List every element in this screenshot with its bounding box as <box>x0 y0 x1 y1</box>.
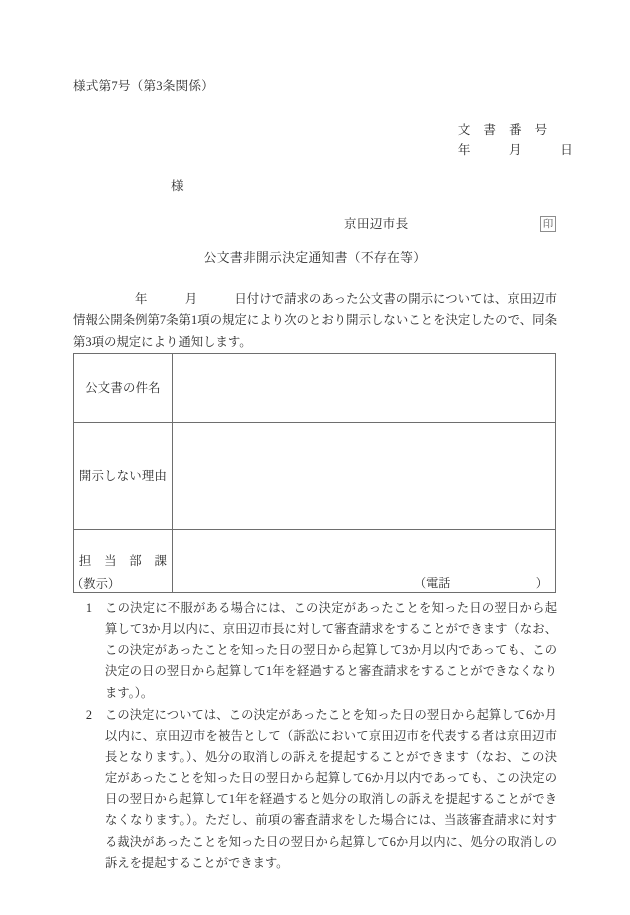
list-item-number: 1 <box>85 601 93 615</box>
issuer-name: 京田辺市長 <box>344 216 409 231</box>
instructions-list <box>73 598 557 875</box>
list-item <box>73 598 557 704</box>
decision-table <box>73 353 556 593</box>
table-row <box>74 530 556 593</box>
issuer-row <box>344 216 556 232</box>
instructions-heading: （教示） <box>71 577 121 591</box>
department-value-area <box>173 530 555 592</box>
list-item-text: この決定については、この決定があったことを知った日の翌日から起算して6か月以内に、京田辺市を被告として（訴訟において京田辺市を代表する者は京田辺市長となります。）、処分の取消しの訴えを提起することができます（なお、この決定があったことを知った日の翌日から起算して6か月以内であっても、この決定の日の翌日から起算して1年を経過すると処分の取消しの訴えを提起することができなくなります。）。ただし、前項の審査請求をした場合には、当該審査請求に対する裁決があったことを知った日の翌日から起算して6か月以内に、処分の取消しの訴えを提起することができます。 <box>105 707 557 870</box>
seal-icon: 印 <box>540 216 556 232</box>
document-meta-block <box>458 120 573 161</box>
form-number: 様式第7号（第3条関係） <box>73 79 214 93</box>
document-title: 公文書非開示決定通知書（不存在等） <box>203 251 427 265</box>
telephone-field[interactable]: （電話 ） <box>413 575 548 590</box>
list-item <box>73 705 557 874</box>
issue-date-label: 年 月 日 <box>457 143 573 158</box>
table-row <box>74 423 556 530</box>
row-label-subject: 公文書の件名 <box>74 354 173 423</box>
row-value-reason[interactable] <box>173 423 556 530</box>
row-value-department[interactable] <box>173 530 556 593</box>
body-paragraph: 年 月 日付けで請求のあった公文書の開示については、京田辺市情報公開条例第7条第1項の規定により次のとおり開示しないことを決定したので、同条第3項の規定により通知します。 <box>73 292 557 349</box>
document-number-label: 文 書 番 号 <box>457 123 548 137</box>
addressee-honorific: 様 <box>171 179 184 193</box>
row-label-reason: 開示しない理由 <box>74 423 173 530</box>
table-row <box>74 354 556 423</box>
row-value-subject[interactable] <box>173 354 556 423</box>
list-item-text: この決定に不服がある場合には、この決定があったことを知った日の翌日から起算して3か月以内に、京田辺市長に対して審査請求をすることができます（なお、この決定があったことを知った日の翌日から起算して3か月以内であっても、この決定の日の翌日から起算して1年を経過すると審査請求をすることができなくなります。）。 <box>105 601 557 700</box>
row-label-department: 担 当 部 課 <box>74 530 173 593</box>
list-item-number: 2 <box>85 707 93 722</box>
